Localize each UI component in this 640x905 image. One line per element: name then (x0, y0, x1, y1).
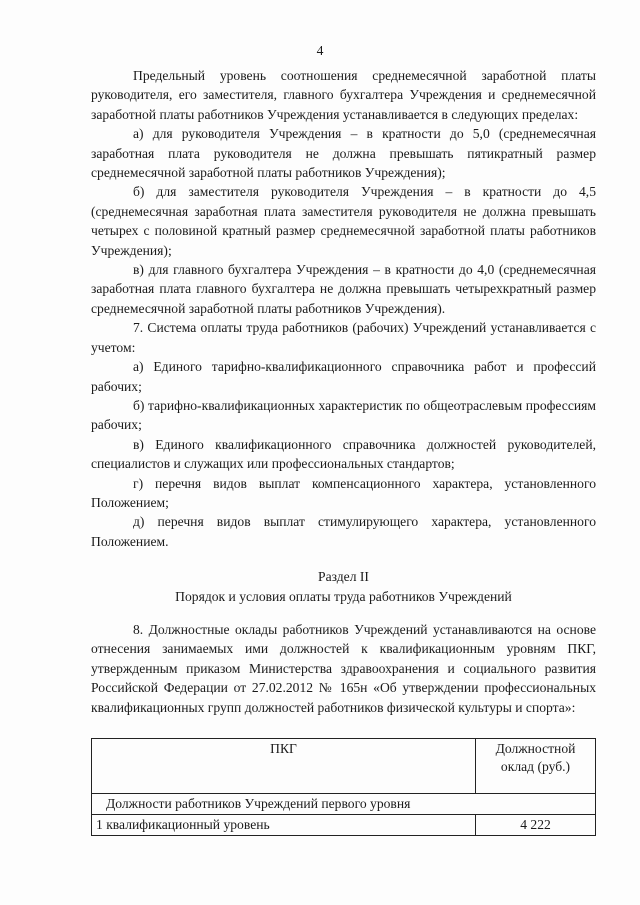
table-group-label: Должности работников Учреждений первого уровня (92, 794, 596, 815)
body-text (91, 66, 596, 551)
table-header-row (92, 739, 596, 794)
paragraph: б) для заместителя руководителя Учреждения – в кратности до 4,5 (среднемесячная заработная плата заместителя руководителя не должна превышать четырех с половиной кратный размер среднемесячной заработной платы работников Учреждения); (91, 184, 596, 258)
paragraph: а) для руководителя Учреждения – в кратности до 5,0 (среднемесячная заработная плата руководителя не должна превышать пятикратный размер среднемесячной заработной платы работников Учреждения); (91, 126, 596, 181)
page-number: 4 (316, 43, 324, 58)
table-group-row (92, 794, 596, 815)
paragraph: д) перечня видов выплат стимулирующего характера, установленного Положением. (91, 514, 596, 549)
section-title: Раздел II (318, 569, 369, 584)
table-cell-salary: 4 222 (476, 815, 596, 836)
paragraph: 7. Система оплаты труда работников (рабочих) Учреждений устанавливается с учетом: (91, 320, 596, 355)
paragraph: б) тарифно-квалификационных характеристик по общеотраслевым профессиям рабочих; (91, 397, 596, 433)
table-row (92, 815, 596, 836)
paragraph-8-block (91, 620, 596, 717)
table-cell-level: 1 квалификационный уровень (92, 815, 476, 836)
paragraph: 8. Должностные оклады работников Учреждений устанавливаются на основе отнесения занимаемых ими должностей к квалификационным уровням ПКГ, утвержденным приказом Министерства здравоохранения и социального развития Российской Федерации от 27.02.2012 № 165н «Об утверждении профессиональных квалификационных групп должностей работников физической культуры и спорта»: (91, 622, 596, 715)
salary-table (91, 738, 596, 836)
table-header-salary: Должностной оклад (руб.) (476, 739, 596, 794)
section-subtitle: Порядок и условия оплаты труда работников Учреждений (175, 589, 512, 604)
paragraph: г) перечня видов выплат компенсационного характера, установленного Положением; (91, 475, 596, 510)
table-header-pkg: ПКГ (92, 739, 476, 794)
paragraph: а) Единого тарифно-квалификационного справочника работ и профессий рабочих; (91, 359, 596, 394)
paragraph: Предельный уровень соотношения среднемесячной заработной платы руководителя, его заместителя, главного бухгалтера Учреждения и среднемесячной заработной платы работников Учреждения устанавливается в следующих пределах: (91, 68, 596, 122)
paragraph: в) Единого квалификационного справочника должностей руководителей, специалистов и служащих или профессиональных стандартов; (91, 436, 596, 472)
paragraph: в) для главного бухгалтера Учреждения – в кратности до 4,0 (среднемесячная заработная плата главного бухгалтера не должна превышать четырехкратный размер среднемесячной заработной платы работников Учреждения). (91, 262, 596, 316)
